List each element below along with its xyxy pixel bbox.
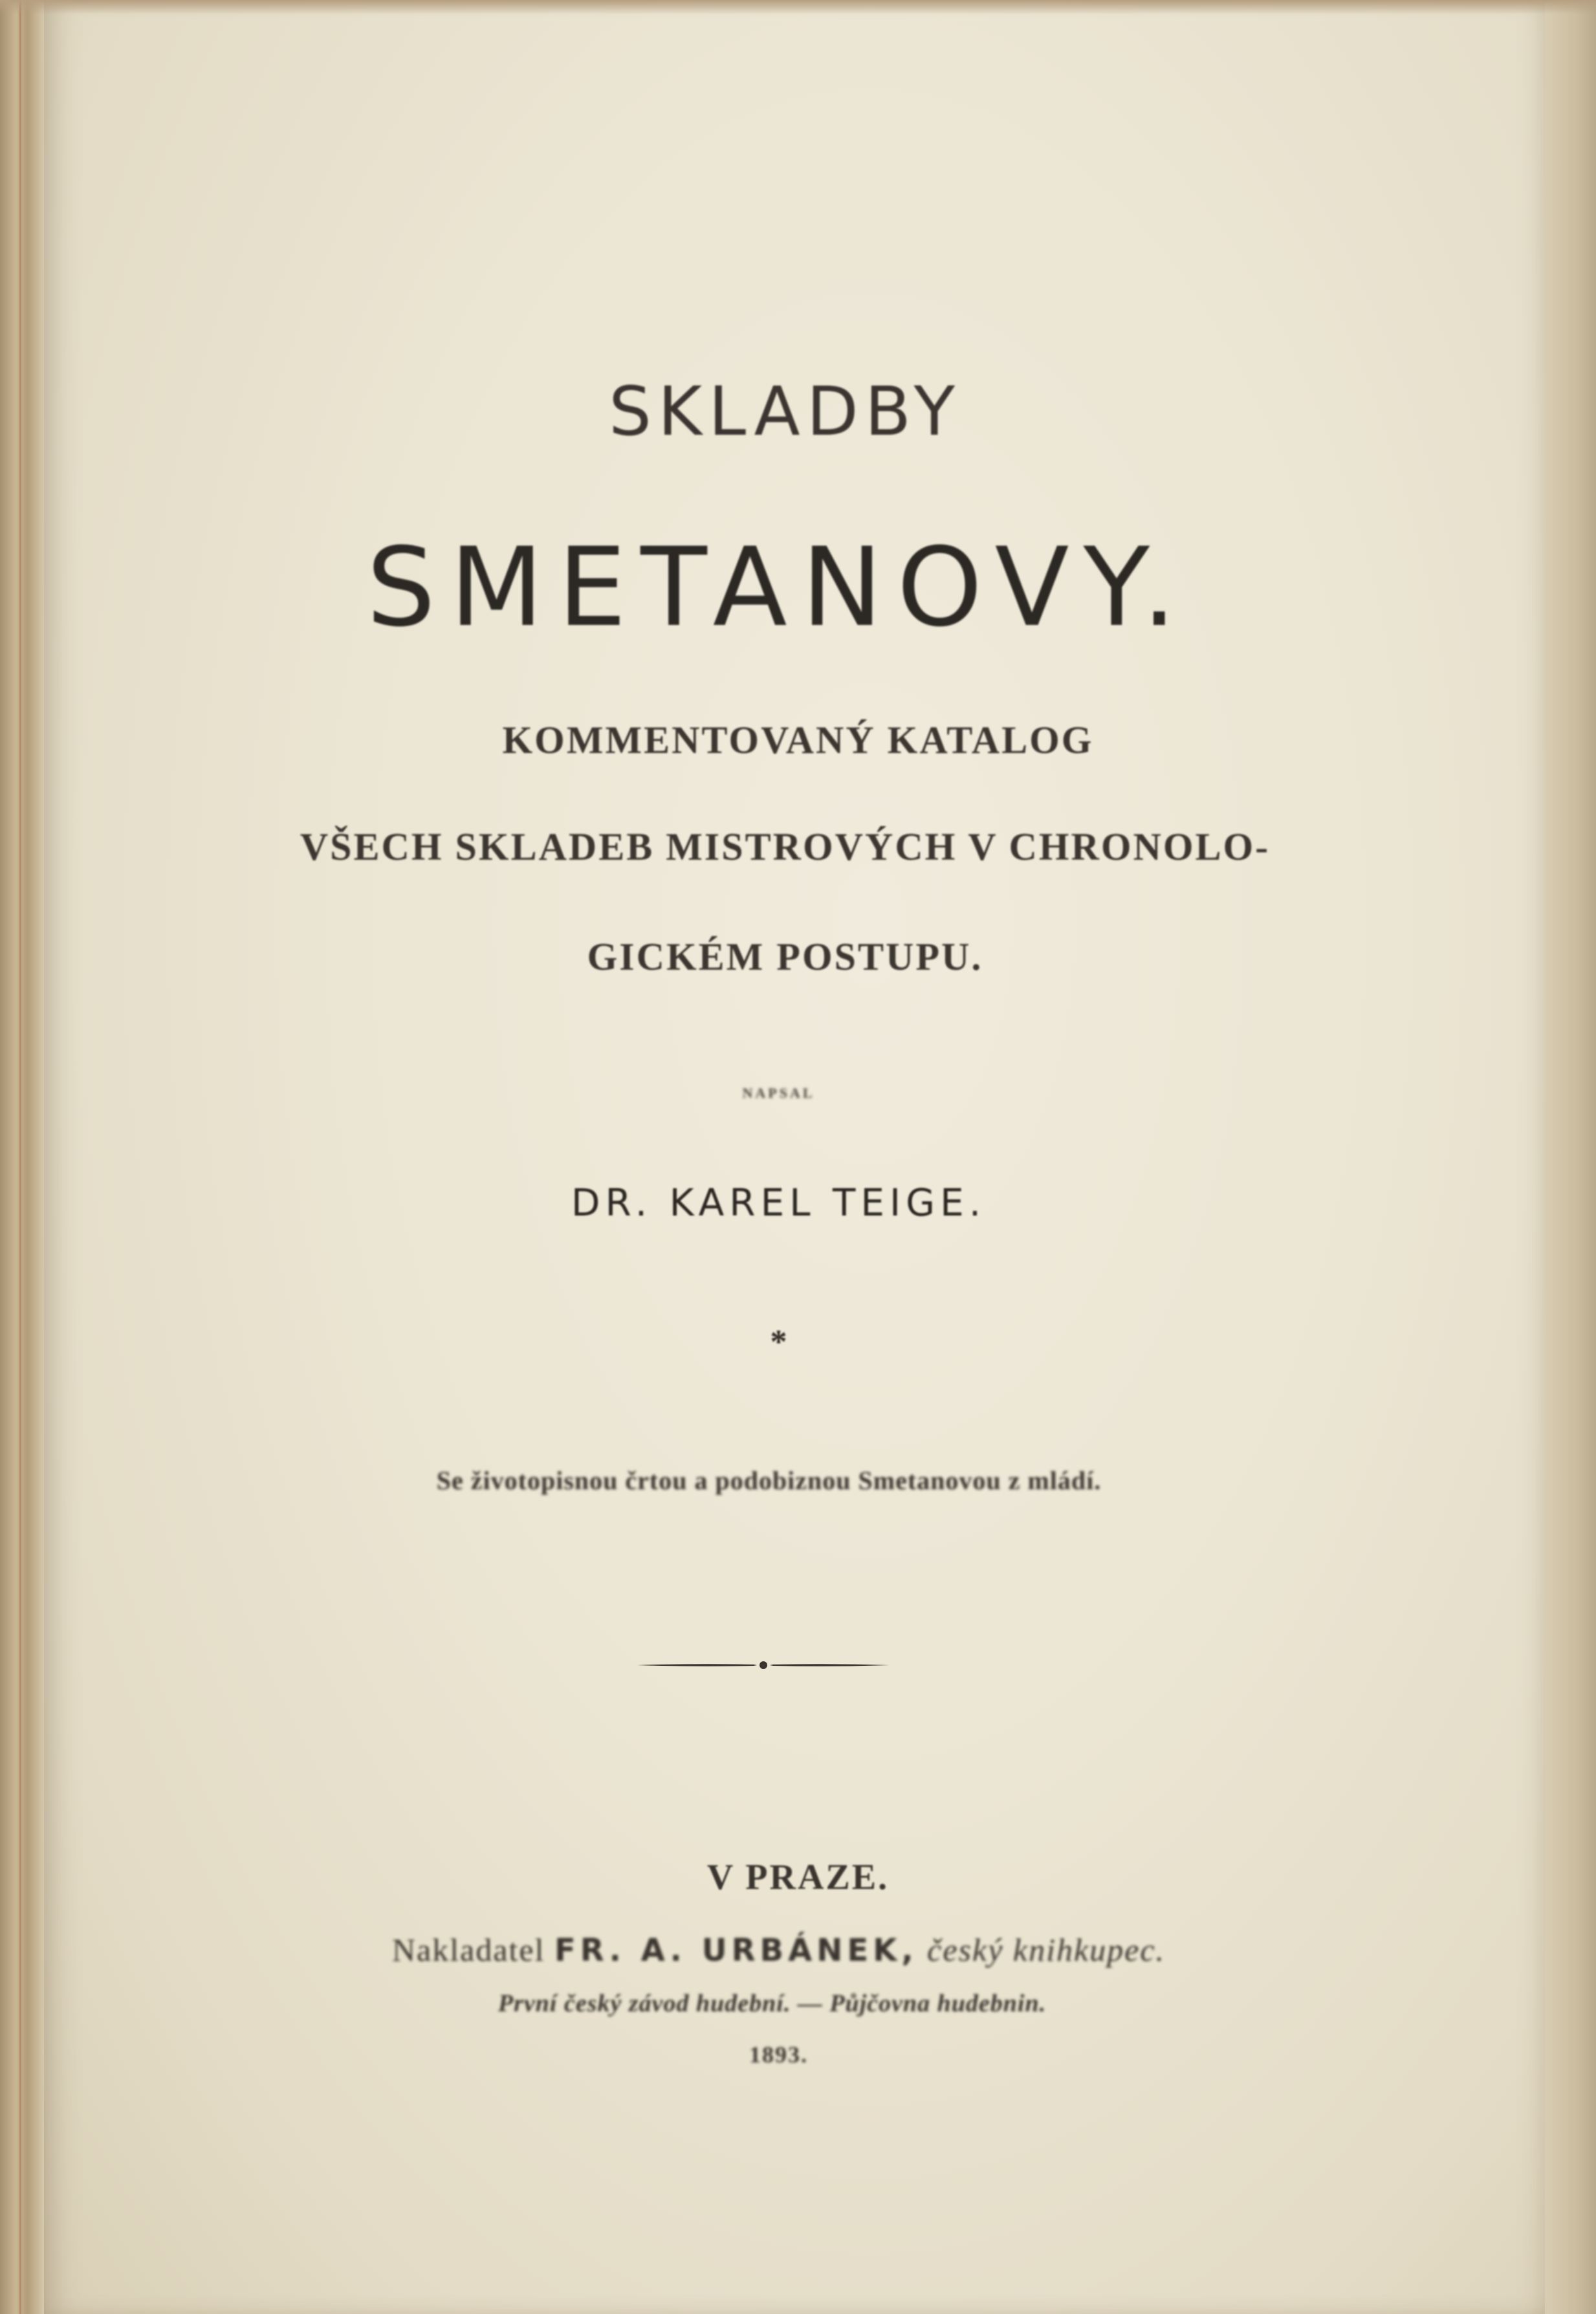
subtitle-line-3: GICKÉM POSTUPU. xyxy=(587,935,983,978)
subtitle-line-2: VŠECH SKLADEB MISTROVÝCH V CHRONOLO- xyxy=(300,825,1271,868)
author-name: DR. KAREL TEIGE. xyxy=(571,1181,987,1225)
imprint-place: V PRAZE. xyxy=(706,1857,890,1897)
asterisk-separator: * xyxy=(770,1324,787,1360)
imprint-note: První český závod hudební. — Půjčovna hudebnin. xyxy=(497,1990,1047,2017)
publisher-name: FR. A. URBÁNEK, xyxy=(554,1932,918,1969)
imprint-year: 1893. xyxy=(749,2042,808,2068)
publisher-line xyxy=(0,1931,1577,1969)
horizontal-rule-ornament-icon xyxy=(637,1657,890,1673)
title-line-2: SMETANOVY. xyxy=(366,524,1191,651)
subtitle-line-1: KOMMENTOVANÝ KATALOG xyxy=(502,719,1094,761)
portrait-note: Se životopisnou črtou a podobiznou Smetanovou z mládí. xyxy=(436,1466,1102,1495)
title-line-1: SKLADBY xyxy=(609,372,961,451)
byline-label: NAPSAL xyxy=(742,1085,815,1101)
publisher-suffix: český knihkupec. xyxy=(927,1932,1166,1968)
page-top-edge xyxy=(0,0,1596,14)
publisher-prefix: Nakladatel xyxy=(391,1932,545,1968)
